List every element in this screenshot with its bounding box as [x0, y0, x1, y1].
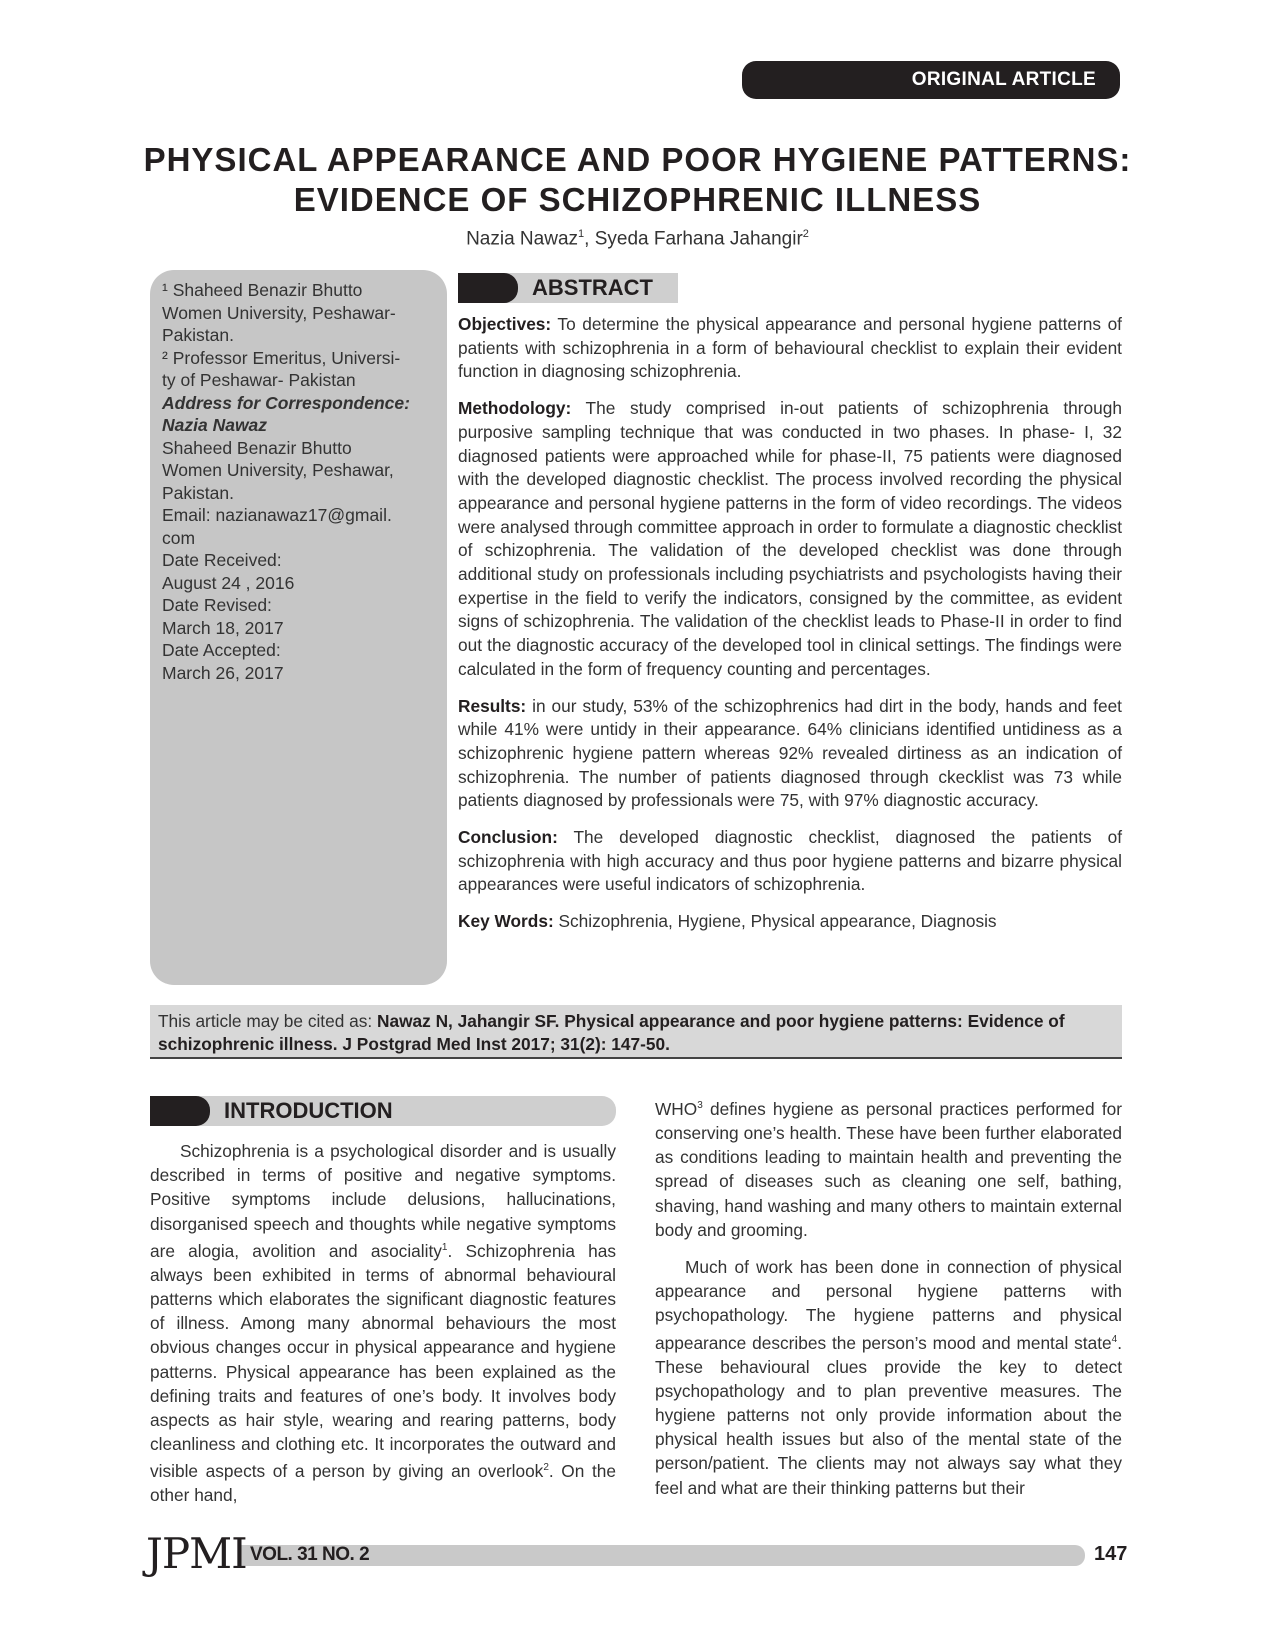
date-accepted-label: Date Accepted:: [162, 640, 281, 660]
reference-mark: 2: [543, 1462, 549, 1474]
affiliation-line: Pakistan.: [162, 482, 234, 503]
correspondence-heading: Address for Correspondence:: [162, 392, 410, 413]
date-accepted-value: March 26, 2017: [162, 662, 284, 683]
affiliation-line: ty of Peshawar- Pakistan: [162, 370, 356, 390]
objectives-text: To determine the physical appearance and personal hygiene patterns of patients with schizophrenia in a form of behavioural checklist to explain their evident function in diagnosing schizophrenia.: [458, 314, 1122, 382]
methodology-text: The study comprised in-out patients of schizophrenia through purposive sampling technique that was conducted in two phases. In phase- I, 32 diagnosed patients were approached while for phase-II, 75 patients were diagnosed with the developed diagnostic checklist. The process involved recording the physical appearance and personal hygiene patterns in the form of video recordings. The videos were analysed through committee approach in order to formulate a diagnostic checklist of schizophrenia. The validation of the developed checklist was done through additional study on professionals including psychiatrists and psychologists having their expertise in the field to verify the indicators, consigned by the committee, as evident signs of schizophrenia. The validation of the checklist leads to Phase-II in order to find out the diagnostic accuracy of the developed tool in clinical settings. The findings were calculated in the form of frequency counting and percentages.: [458, 398, 1122, 679]
abstract-objectives: [458, 313, 1122, 384]
volume-label: VOL. 31 NO. 2: [250, 1544, 370, 1565]
introduction-heading-label: INTRODUCTION: [224, 1098, 393, 1123]
abstract-heading: [458, 273, 678, 303]
heading-bar-decoration: [150, 1096, 210, 1126]
affiliation-line: Pakistan.: [162, 325, 234, 345]
author-list: [0, 228, 1275, 250]
article-title: [120, 140, 1155, 220]
affiliation-line: ² Professor Emeritus, Universi-: [162, 347, 401, 368]
abstract-body: [458, 313, 1122, 947]
paragraph-text: defines hygiene as personal practices performed for conserving one’s health. These have been further elaborated as conditions leading to maintain health and preventing the spread of diseases such as cleaning one self, bathing, shaving, hand washing and many others to maintain external body and grooming.: [655, 1098, 1122, 1240]
article-type-label: ORIGINAL ARTICLE: [911, 69, 1096, 90]
heading-bar-decoration: [458, 273, 518, 303]
body-paragraph: [655, 1094, 1122, 1242]
paragraph-text: WHO: [655, 1098, 698, 1119]
title-line-2: EVIDENCE OF SCHIZOPHRENIC ILLNESS: [293, 181, 982, 218]
author-separator: ,: [584, 228, 595, 250]
keywords-text: Schizophrenia, Hygiene, Physical appearance, Diagnosis: [553, 911, 997, 932]
abstract-heading-label: ABSTRACT: [532, 275, 653, 300]
title-line-1: PHYSICAL APPEARANCE AND POOR HYGIENE PATTERNS:: [143, 141, 1132, 178]
reference-mark: 3: [697, 1100, 703, 1111]
date-received-value: August 24 , 2016: [162, 572, 295, 593]
date-received-label: Date Received:: [162, 550, 282, 570]
citation-text: Nawaz N, Jahangir SF. Physical appearance and poor hygiene patterns: Evidence of schizophrenic illness. J Postgrad Med Inst 2017; 31(2): 147-50.: [158, 1011, 1065, 1054]
conclusion-text: The developed diagnostic checklist, diagnosed the patients of schizophrenia with high accuracy and thus poor hygiene patterns and bizarre physical appearances were useful indicators of schizophrenia.: [458, 827, 1122, 895]
affiliation-line: Shaheed Benazir Bhutto: [162, 437, 352, 458]
affiliation-box: [150, 270, 447, 985]
body-paragraph: [150, 1139, 616, 1508]
abstract-conclusion: [458, 826, 1122, 897]
results-label: Results:: [458, 695, 527, 716]
author-2: Syeda Farhana Jahangir: [594, 228, 803, 250]
body-column-left: [150, 1139, 616, 1508]
introduction-heading: [150, 1096, 616, 1126]
reference-mark: 1: [441, 1241, 448, 1253]
paragraph-text: Schizophrenia is a psychological disorder and is usually described in terms of positive and negative symptoms. Positive symptoms include delusions, hallucinations, disorganised speech and thoughts while negative symptoms are alogia, avolition and asociality: [150, 1141, 616, 1261]
citation-box: [150, 1005, 1122, 1059]
email-line: Email: nazianawaz17@gmail.: [162, 505, 392, 525]
affiliation-line: Women University, Peshawar-: [162, 302, 396, 323]
journal-logo: JPMI: [146, 1529, 247, 1578]
body-column-right: [655, 1094, 1122, 1500]
abstract-methodology: [458, 397, 1122, 681]
author-1-affiliation-mark: 1: [578, 228, 585, 240]
affiliation-line: Women University, Peshawar,: [162, 460, 394, 480]
objectives-label: Objectives:: [458, 314, 552, 334]
paragraph-text: . These behavioural clues provide the key to detect psychopathology and to plan preventive measures. The hygiene patterns not only provide information about the physical health issues but also of the mental state of the person/patient. The clients may not always say what they feel and what are their thinking patterns but their: [655, 1332, 1122, 1498]
conclusion-label: Conclusion:: [458, 827, 558, 848]
reference-mark: 4: [1111, 1333, 1118, 1345]
author-1: Nazia Nawaz: [466, 228, 579, 250]
abstract-results: [458, 695, 1122, 814]
paragraph-text: . Schizophrenia has always been exhibited in terms of abnormal behavioural patterns which elaborates the significant diagnostic features of illness. Among many abnormal behaviours the most obvious changes occur in physical appearance and hygiene patterns. Physical appearance has been explained as the defining traits and features of one’s body. It involves body aspects as hair style, wearing and rearing patterns, body cleanliness and clothing etc. It incorporates the outward and visible aspects of a person by giving an overlook: [150, 1240, 616, 1482]
author-2-affiliation-mark: 2: [802, 228, 809, 240]
abstract-keywords: [458, 910, 1122, 934]
results-text: in our study, 53% of the schizophrenics had dirt in the body, hands and feet while 41% were untidy in their appearance. 64% clinicians identified untidiness as a schizophrenic hygiene pattern whereas 92% revealed dirtiness as an indication of schizophrenia. The number of patients diagnosed through ckecklist was 73 while patients diagnosed by professionals were 75, with 97% diagnostic accuracy.: [458, 695, 1122, 811]
page-number: 147: [1094, 1543, 1128, 1565]
citation-prefix: This article may be cited as:: [158, 1011, 377, 1031]
keywords-label: Key Words:: [458, 911, 554, 932]
email-line: com: [162, 527, 196, 548]
body-paragraph: [655, 1255, 1122, 1500]
date-revised-label: Date Revised:: [162, 595, 272, 615]
affiliation-line: ¹ Shaheed Benazir Bhutto: [162, 280, 363, 300]
article-type-badge: [742, 61, 1120, 99]
paragraph-text: . On the other hand,: [150, 1461, 617, 1506]
methodology-label: Methodology:: [458, 398, 572, 419]
correspondence-name: Nazia Nawaz: [162, 415, 268, 435]
date-revised-value: March 18, 2017: [162, 617, 284, 638]
paragraph-text: Much of work has been done in connection of physical appearance and personal hygiene patterns with psychopathology. The hygiene patterns and physical appearance describes the person’s mood and mental state: [655, 1256, 1122, 1353]
